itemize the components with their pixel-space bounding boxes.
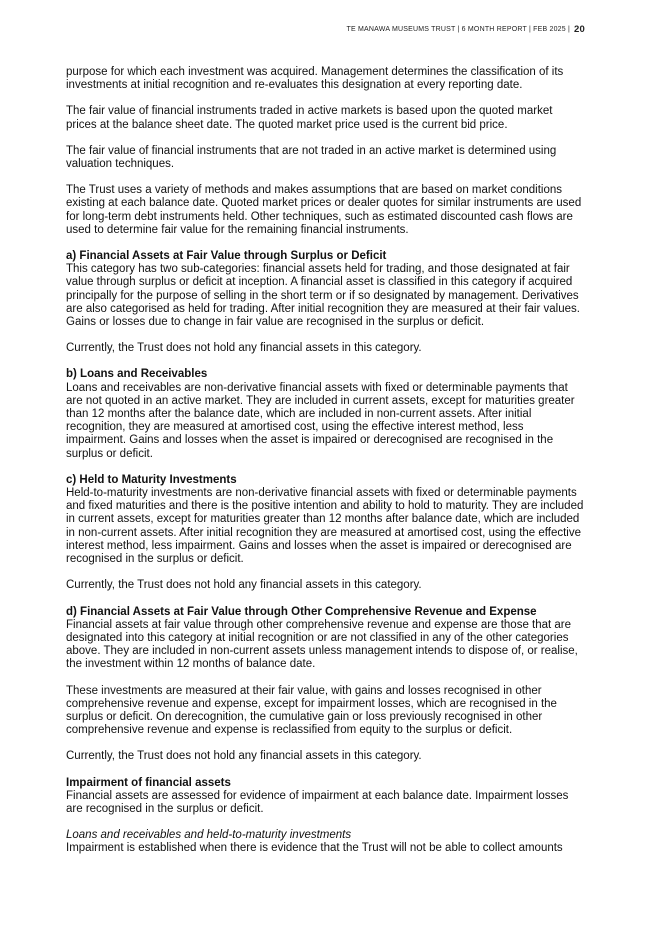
paragraph: These investments are measured at their fair value, with gains and losses recognised in other comprehensive revenue and expense, except for impairment losses, which are recognised in the surplus or deficit. On derecognition, the cumulative gain or loss previously recognised in other comprehensive revenue and expense is reclassified from equity to the surplus or deficit. <box>66 684 557 737</box>
paragraph: Impairment is established when there is evidence that the Trust will not be able to collect amounts <box>66 842 563 855</box>
page-number: 20 <box>574 24 585 35</box>
paragraph: purpose for which each investment was acquired. Management determines the classification of its investments at initial recognition and re-evaluates this designation at every reporting date. <box>66 66 564 92</box>
paragraph: Currently, the Trust does not hold any financial assets in this category. <box>66 342 422 355</box>
paragraph: The fair value of financial instruments that are not traded in an active market is determined using valuation techniques. <box>66 144 557 171</box>
section-heading-a: a) Financial Assets at Fair Value through Surplus or Deficit <box>66 250 387 263</box>
section-heading-impairment: Impairment of financial assets <box>66 776 231 789</box>
paragraph: The fair value of financial instruments traded in active markets is based upon the quoted market prices at the balance sheet date. The quoted market price used is the current bid price. <box>66 105 553 131</box>
paragraph: Held-to-maturity investments are non-derivative financial assets with fixed or determinable payments and fixed maturities and there is the positive intention and ability to hold to maturity. They are included in current assets, except for maturities greater than 12 months after balance date, which are included in non-current assets. After initial recognition they are measured at amortised cost, using the effective interest method, less impairment. Gains and losses when the asset is impaired or derecognised are recognised in the surplus or deficit. <box>66 487 584 566</box>
header-text: TE MANAWA MUSEUMS TRUST | 6 MONTH REPORT | FEB 2025 | <box>346 26 571 33</box>
paragraph: This category has two sub-categories: financial assets held for trading, and those designated at fair value through surplus or deficit at inception. A financial asset is classified in this category if acquired principally for the purpose of selling in the short term or if so designated by management. Derivatives are also categorised as held for trading. After initial recognition they are measured at their fair values. Gains or losses due to change in fair value are recognised in the surplus or deficit. <box>66 263 580 329</box>
section-heading-c: c) Held to Maturity Investments <box>66 473 237 486</box>
subheading-loans: Loans and receivables and held-to-maturity investments <box>66 829 352 842</box>
paragraph: Currently, the Trust does not hold any financial assets in this category. <box>66 750 422 763</box>
paragraph: Currently, the Trust does not hold any financial assets in this category. <box>66 579 422 592</box>
paragraph: Financial assets are assessed for evidence of impairment at each balance date. Impairment losses are recognised in the surplus or deficit. <box>66 789 569 815</box>
paragraph: Financial assets at fair value through other comprehensive revenue and expense are those that are designated into this category at initial recognition or are not classified in any of the other categories above. They are included in non-current assets unless management intends to dispose of, or realise, the investment within 12 months of balance date. <box>66 618 578 671</box>
section-heading-b: b) Loans and Receivables <box>66 368 208 381</box>
section-heading-d: d) Financial Assets at Fair Value through Other Comprehensive Revenue and Expense <box>66 605 537 618</box>
paragraph: The Trust uses a variety of methods and makes assumptions that are based on market conditions existing at each balance date. Quoted market prices or dealer quotes for similar instruments are used for long-term debt instruments held. Other techniques, such as estimated discounted cash flows are used to determine fair value for the remaining financial instruments. <box>66 184 582 236</box>
page-header <box>347 24 585 35</box>
paragraph: Loans and receivables are non-derivative financial assets with fixed or determinable payments that are not quoted in an active market. They are included in current assets, except for maturities greater than 12 months after the balance date, which are included in non-current assets. After initial recognition, they are measured at amortised cost, using the effective interest method, less impairment. Gains and losses when the asset is impaired or derecognised are recognised in the surplus or deficit. <box>66 381 575 460</box>
document-body <box>66 66 586 856</box>
